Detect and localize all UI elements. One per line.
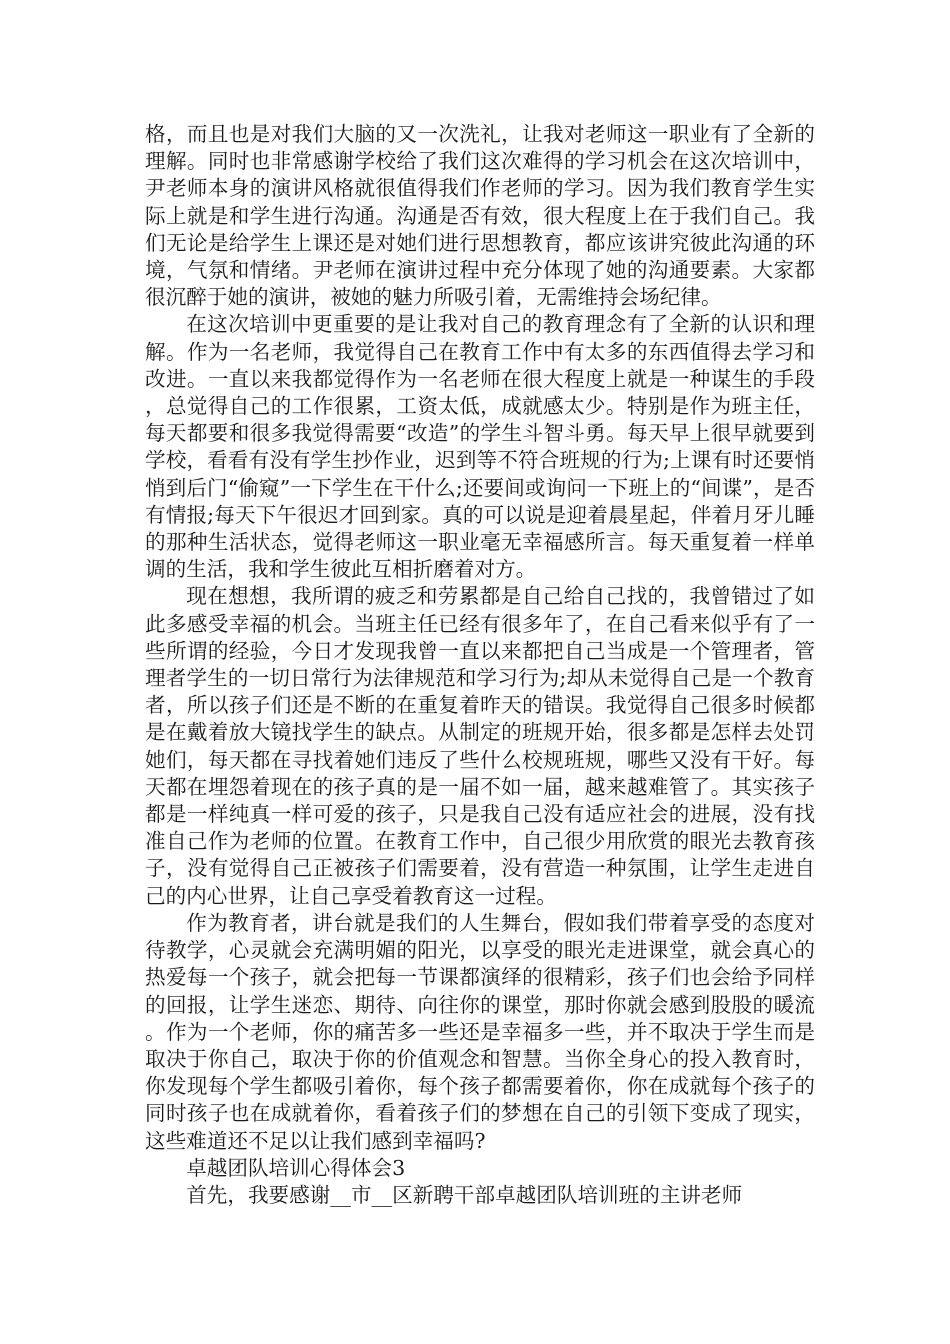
document-body [145,121,815,1209]
paragraph-4: 作为教育者，讲台就是我们的人生舞台，假如我们带着享受的态度对待教学，心灵就会充满明媚的阳光，以享受的眼光走进课堂，就会真心的热爱每一个孩子，就会把每一节课都演绎的很精彩，孩子们也会给予同样的回报，让学生迷恋、期待、向往你的课堂，那时你就会感到股股的暖流。作为一个老师，你的痛苦多一些还是幸福多一些，并不取决于学生而是取决于你自己，取决于你的价值观念和智慧。当你全身心的投入教育时，你发现每个学生都吸引着你，每个孩子都需要着你，你在成就每个孩子的同时孩子也在成就着你，看着孩子们的梦想在自己的引领下变成了现实，这些难道还不足以让我们感到幸福吗? [145,910,815,1153]
paragraph-1: 格，而且也是对我们大脑的又一次洗礼，让我对老师这一职业有了全新的理解。同时也非常感谢学校给了我们这次难得的学习机会在这次培训中，尹老师本身的演讲风格就很值得我们作老师的学习。因为我们教育学生实际上就是和学生进行沟通。沟通是否有效，很大程度上在于我们自己。我们无论是给学生上课还是对她们进行思想教育，都应该讲究彼此沟通的环境，气氛和情绪。尹老师在演讲过程中充分体现了她的沟通要素。大家都很沉醉于她的演讲，被她的魅力所吸引着，无需维持会场纪律。 [145,122,815,310]
section-heading: 卓越团队培训心得体会3 [186,1155,406,1180]
paragraph-3: 现在想想，我所谓的疲乏和劳累都是自己给自己找的，我曾错过了如此多感受幸福的机会。当班主任已经有很多年了，在自己看来似乎有了一些所谓的经验，今日才发现我曾一直以来都把自己当成是一个管理者，管理者学生的一切日常行为法律规范和学习行为;却从未觉得自己是一个教育者，所以孩子们还是不断的在重复着昨天的错误。我觉得自己很多时候都是在戴着放大镜找学生的缺点。从制定的班规开始，很多都是怎样去处罚她们，每天都在寻找着她们违反了些什么校规班规，哪些又没有干好。每天都在埋怨着现在的孩子真的是一届不如一届，越来越难管了。其实孩子都是一样纯真一样可爱的孩子，只是我自己没有适应社会的进展，没有找准自己作为老师的位置。在教育工作中，自己很少用欣赏的眼光去教育孩子，没有觉得自己正被孩子们需要着，没有营造一种氛围，让学生走进自己的内心世界，让自己享受着教育这一过程。 [145,584,815,908]
paragraph-5: 首先，我要感谢__市__区新聘干部卓越团队培训班的主讲老师 [186,1182,743,1207]
paragraph-2: 在这次培训中更重要的是让我对自己的教育理念有了全新的认识和理解。作为一名老师，我觉得自己在教育工作中有太多的东西值得去学习和改进。一直以来我都觉得作为一名老师在很大程度上就是一种谋生的手段，总觉得自己的工作很累，工资太低，成就感太少。特别是作为班主任，每天都要和很多我觉得需要“改造”的学生斗智斗勇。每天早上很早就要到学校，看看有没有学生抄作业，迟到等不符合班规的行为;上课有时还要悄悄到后门“偷窥”一下学生在干什么;还要间或询问一下班上的“间谍”，是否有情报;每天下午很迟才回到家。真的可以说是迎着晨星起，伴着月牙儿睡的那种生活状态，觉得老师这一职业毫无幸福感所言。每天重复着一样单调的生活，我和学生彼此互相折磨着对方。 [145,312,815,582]
